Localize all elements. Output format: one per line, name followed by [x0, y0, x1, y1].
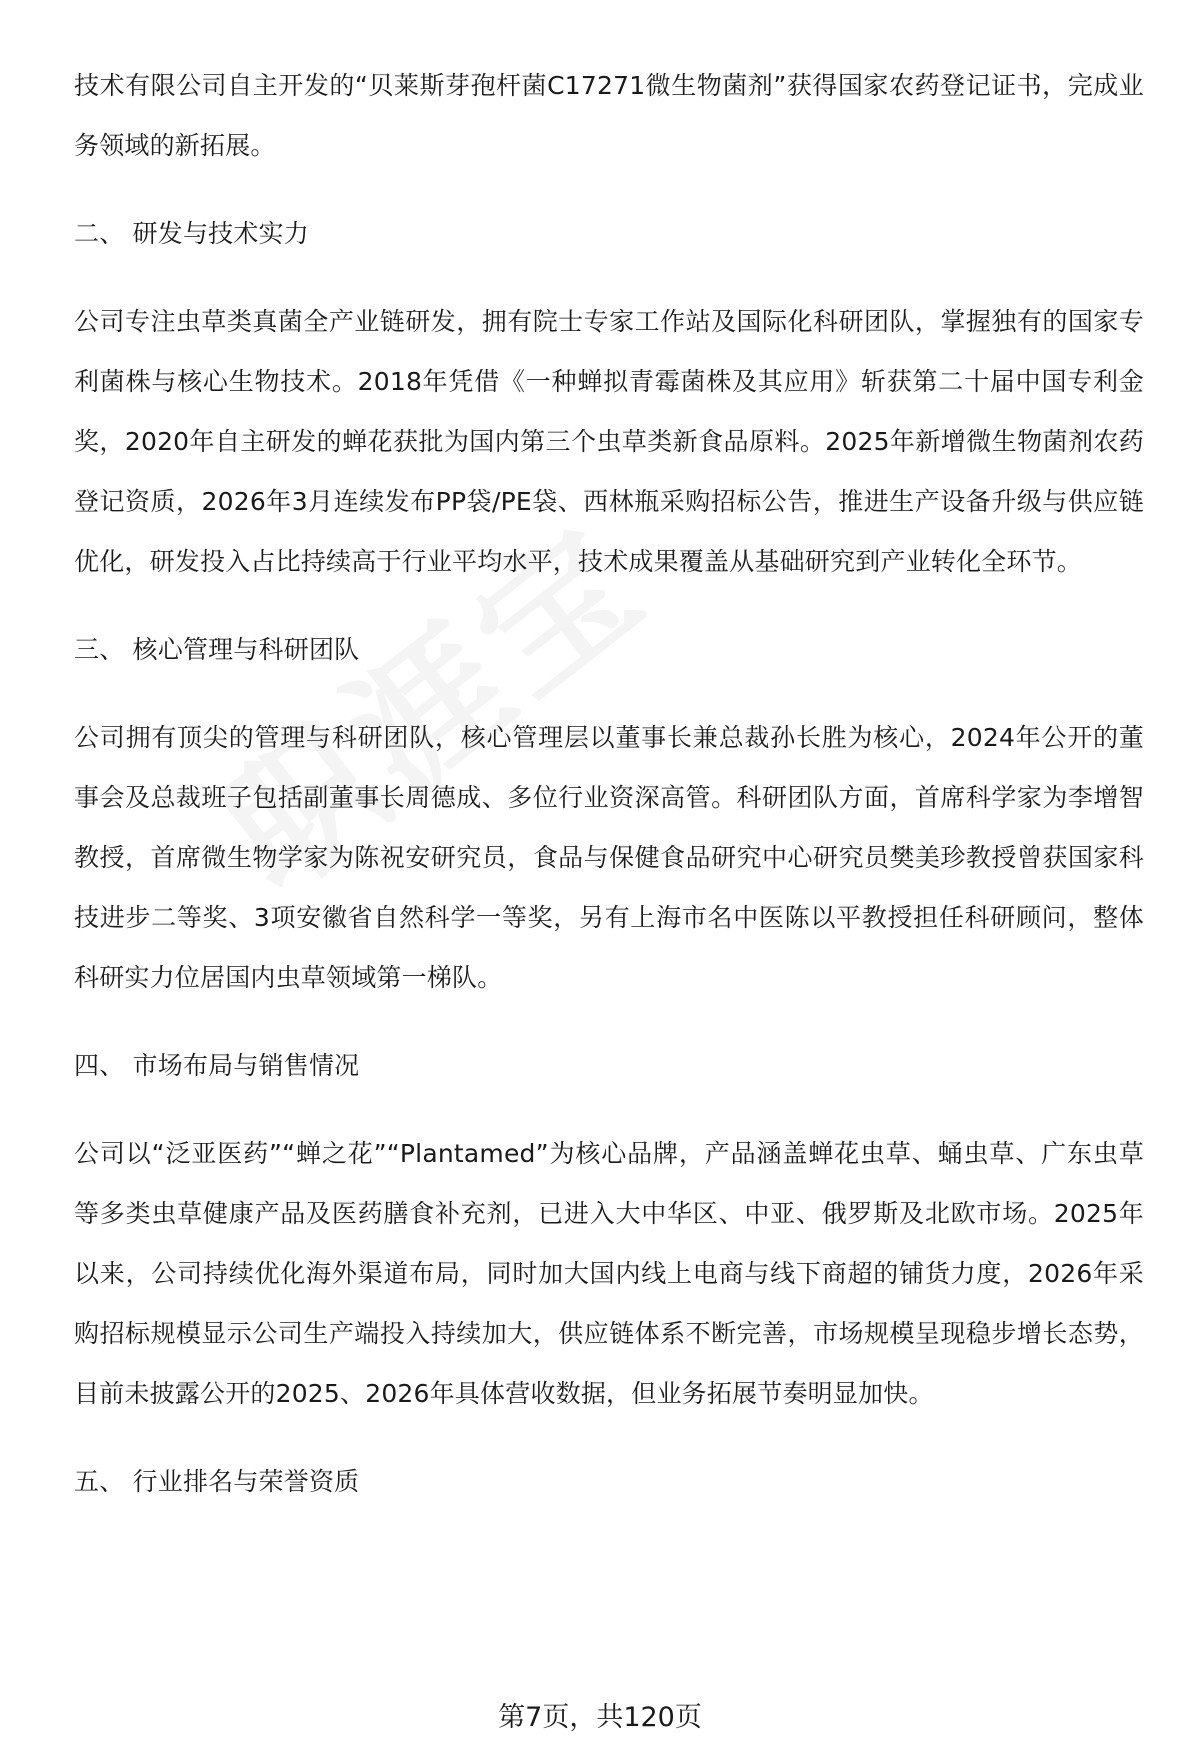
page-number: 第7页，共120页 [498, 1702, 702, 1733]
paragraph-intro-continued: 技术有限公司自主开发的“贝莱斯芽孢杆菌C17271微生物菌剂”获得国家农药登记证书，完成业务领域的新拓展。 [74, 71, 1144, 160]
paragraph-team: 公司拥有顶尖的管理与科研团队，核心管理层以董事长兼总裁孙长胜为核心，2024年公开的董事会及总裁班子包括副董事长周德成、多位行业资深高管。科研团队方面，首席科学家为李增智教授，首席微生物学家为陈祝安研究员，食品与保健食品研究中心研究员樊美珍教授曾获国家科技进步二等奖、3项安徽省自然科学一等奖，另有上海市名中医陈以平教授担任科研顾问，整体科研实力位居国内虫草领域第一梯队。 [74, 723, 1144, 992]
section-heading-rnd: 二、 研发与技术实力 [74, 219, 309, 248]
paragraph-rnd: 公司专注虫草类真菌全产业链研发，拥有院士专家工作站及国际化科研团队，掌握独有的国家专利菌株与核心生物技术。2018年凭借《一种蝉拟青霉菌株及其应用》斩获第二十届中国专利金奖，2020年自主研发的蝉花获批为国内第三个虫草类新食品原料。2025年新增微生物菌剂农药登记资质，2026年3月连续发布PP袋/PE袋、西林瓶采购招标公告，推进生产设备升级与供应链优化，研发投入占比持续高于行业平均水平，技术成果覆盖从基础研究到产业转化全环节。 [74, 307, 1144, 576]
section-heading-ranking: 五、 行业排名与荣誉资质 [74, 1467, 360, 1496]
section-heading-market: 四、 市场布局与销售情况 [74, 1051, 360, 1080]
paragraph-market: 公司以“泛亚医药”“蝉之花”“Plantamed”为核心品牌，产品涵盖蝉花虫草、蛹虫草、广东虫草等多类虫草健康产品及医药膳食补充剂，已进入大中华区、中亚、俄罗斯及北欧市场。2025年以来，公司持续优化海外渠道布局，同时加大国内线上电商与线下商超的铺货力度，2026年采购招标规模显示公司生产端投入持续加大，供应链体系不断完善，市场规模呈现稳步增长态势，目前未披露公开的2025、2026年具体营收数据，但业务拓展节奏明显加快。 [74, 1139, 1144, 1408]
document-body [74, 56, 1144, 1512]
section-heading-team: 三、 核心管理与科研团队 [74, 635, 360, 664]
